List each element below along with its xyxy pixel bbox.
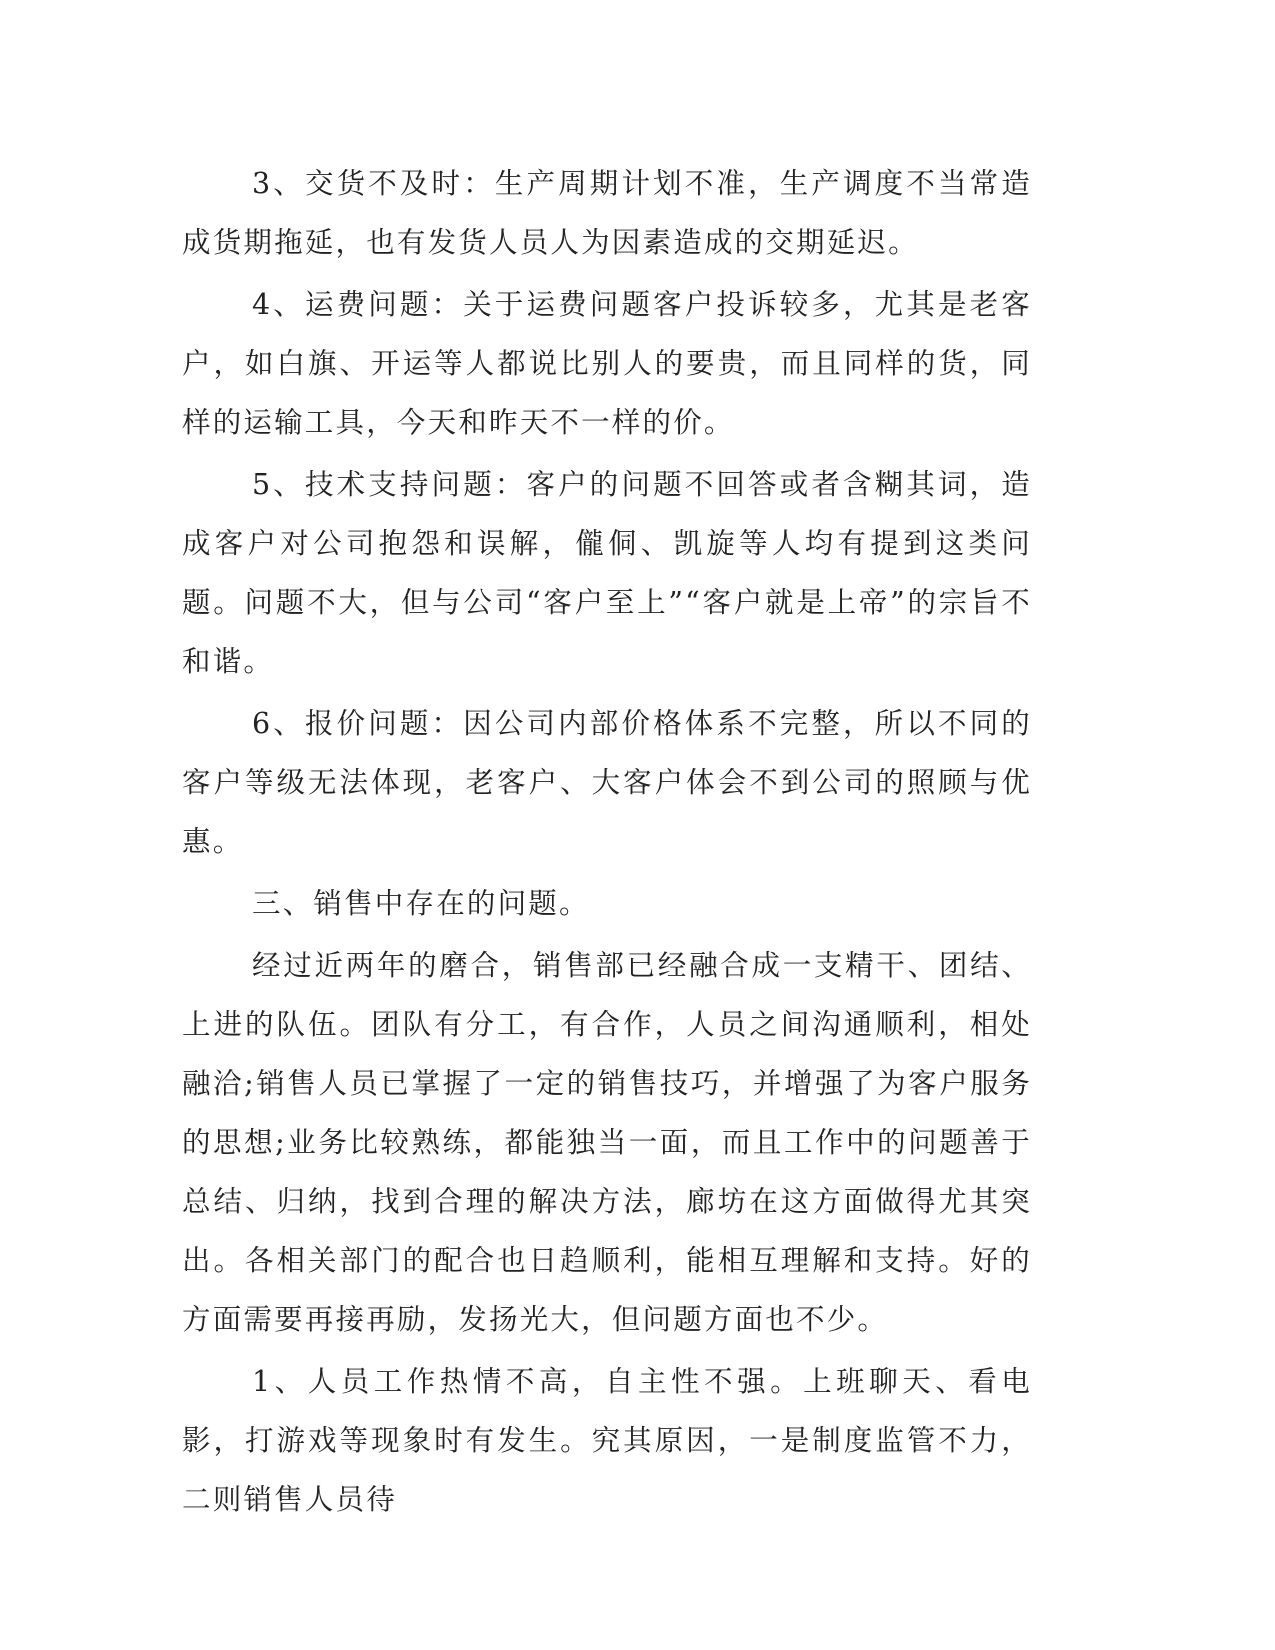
paragraph-quotation-issue: 6、报价问题：因公司内部价格体系不完整，所以不同的客户等级无法体现，老客户、大客户体会不到公司的照顾与优惠。 bbox=[182, 707, 1032, 858]
paragraph-team-overview: 经过近两年的磨合，销售部已经融合成一支精干、团结、上进的队伍。团队有分工，有合作，人员之间沟通顺利，相处融洽;销售人员已掌握了一定的销售技巧，并增强了为客户服务的思想;业务比较熟练，都能独当一面，而且工作中的问题善于总结、归纳，找到合理的解决方法，廊坊在这方面做得尤其突出。各相关部门的配合也日趋顺利，能相互理解和支持。好的方面需要再接再励，发扬光大，但问题方面也不少。 bbox=[182, 949, 1032, 1336]
paragraph-tech-support-issue: 5、技术支持问题：客户的问题不回答或者含糊其词，造成客户对公司抱怨和误解，儱侗、凯旋等人均有提到这类问题。问题不大，但与公司“客户至上”“客户就是上帝”的宗旨不和谐。 bbox=[182, 468, 1032, 678]
paragraph-delivery-delay: 3、交货不及时：生产周期计划不准，生产调度不当常造成货期拖延，也有发货人员人为因素造成的交期延迟。 bbox=[182, 167, 1032, 259]
document-body bbox=[182, 154, 1032, 1532]
paragraph-staff-enthusiasm: 1、人员工作热情不高，自主性不强。上班聊天、看电影，打游戏等现象时有发生。究其原因，一是制度监管不力，二则销售人员待 bbox=[182, 1365, 1032, 1516]
paragraph-freight-issue: 4、运费问题：关于运费问题客户投诉较多，尤其是老客户，如白旗、开运等人都说比别人的要贵，而且同样的货，同样的运输工具，今天和昨天不一样的价。 bbox=[182, 288, 1032, 439]
section-heading-sales-problems: 三、销售中存在的问题。 bbox=[252, 887, 590, 920]
